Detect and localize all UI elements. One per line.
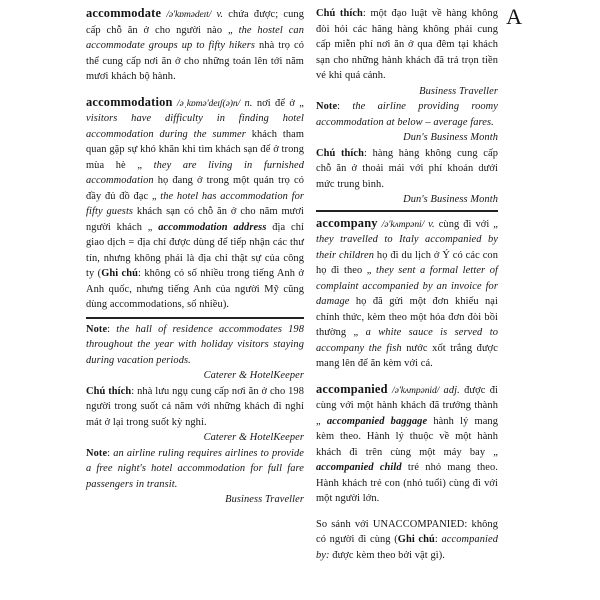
headword: accommodate (86, 6, 162, 20)
pronunciation: /ə'kʌmpəni/ (381, 218, 425, 230)
pronunciation: /əˌkɒmə'deɪʃ(ə)n/ (176, 97, 241, 109)
ghichu-label: Ghi chú (397, 534, 435, 545)
compound-definition: trẻ nhỏ mang theo. Hành khách trẻ con (nhỏ tuổi) cùng đi với một người lớn. (316, 462, 498, 504)
chuthich-block: Chú thích: một đạo luật về hàng không đòi hỏi các hãng hàng không phải cung cấp miễn phí nơi ăn ở qua đêm tại khách sạn cho những hành khách đã trả trọn tiền vé khi quá cảnh. (316, 8, 498, 81)
ghichu-label: Ghi chú (101, 268, 139, 279)
example: the hotel has accommodation for fifty guests (86, 190, 305, 217)
example: the hostel can accommodate groups up to fifty hikers (86, 24, 304, 51)
entry-accompany: accompany /ə'kʌmpəni/ v. cùng đi với „ they travelled to Italy accompanied by their children họ đi du lịch ở Ý có các con họ đi theo „ they sent a formal letter of complaint accompanied by an invoice for damage họ đã gửi một đơn khiếu nại chính thức, kèm theo một hóa đơn đòi bồi thường „ a white sauce is served to accompany the fish nước xốt trắng được mang lên để ăn kèm với cá. (316, 215, 499, 369)
note-block: Note: the airline providing roomy accommodation at below – average fares. (316, 101, 498, 128)
note-label: Note (86, 323, 108, 335)
source: Dun's Business Month (403, 194, 498, 205)
source: Caterer & HotelKeeper (203, 432, 304, 443)
example-translation: khách tham quan gặp sự khó khăn khi tìm khách sạn để ở trong mùa hè (86, 128, 305, 171)
right-column (316, 6, 498, 563)
compound-definition: địa chỉ giao dịch = địa chỉ được dùng để tiếp nhận các thư tín, nhưng không phải là địa chỉ thật sự của công ty (86, 221, 305, 279)
compare-text: So sánh với UNACCOMPANIED: không có người đi cùng (316, 518, 498, 545)
part-of-speech: v. (216, 9, 224, 20)
definition: cùng đi với (438, 218, 490, 230)
example: they travelled to Italy accompanied by their children (316, 234, 498, 261)
definition: được đi cùng với một hành khách đã trưởng thành (316, 384, 499, 411)
definition: chứa được; cung cấp chỗ ăn ở cho người nào (86, 9, 304, 36)
example-translation: họ đã gửi một đơn khiếu nại chính thức, kèm theo một hóa đơn đòi bồi thường (316, 296, 499, 338)
chuthich-text: một đạo luật về hàng không đòi hỏi các hãng hàng không phải cung cấp miễn phí nơi ăn ở qua đêm tại khách sạn cho những hành khách đã trả trọn tiền vé khi quá cảnh. (316, 8, 498, 81)
chuthich-text: nhà lưu ngụ cung cấp nơi ăn ở cho 198 người trong suốt cả năm với những khách đi nghỉ mát ở lại trong suốt kỳ nghỉ. (86, 385, 305, 428)
definition: nơi để ở (256, 97, 295, 109)
note-block: Note: the hall of residence accommodates 198 throughout the year with holiday visitors staying during vacation periods. (86, 323, 304, 366)
divider (316, 210, 498, 212)
example-translation: nước xốt trắng được mang lên để ăn kèm với cá. (316, 342, 498, 369)
note-text: the airline providing roomy accommodation at below – average fares. (316, 101, 498, 128)
chuthich-label: Chú thích (86, 385, 132, 397)
note-label: Note (316, 101, 338, 112)
compound-term: accompanied baggage (326, 415, 428, 427)
chuthich-block: Chú thích: hàng hàng không cung cấp chỗ ăn ở thoải mái với phí khoản dưới mức trung bình. (316, 147, 498, 190)
example-translation: họ đang ở trong một quán trọ có đầy đủ đồ đạc (86, 175, 304, 202)
example: they sent a formal letter of complaint accompanied by an invoice for damage (316, 265, 499, 307)
source: Business Traveller (419, 85, 498, 97)
example: a white sauce is served to accompany the fish (316, 327, 498, 354)
part-of-speech: adj. (443, 384, 460, 396)
section-letter: A (506, 4, 522, 29)
compound-term: accompanied child (316, 462, 402, 473)
entry-accommodation: accommodation /əˌkɒmə'deɪʃ(ə)n/ n. nơi để ở „ visitors have difficulty in finding hotel accommodation during the summer khách tham quan gặp sự khó khăn khi tìm khách sạn để ở trong mùa hè „ they are living in furnished accommodation họ đang ở trong một quán trọ có đầy đủ đồ đạc „ the hotel has accommodation for fifty guests khách sạn có chỗ ăn ở cho năm mươi người khách „ accommodation address địa chỉ giao dịch = địa chỉ được dùng để tiếp nhận các thư tín, nhưng không phải là địa chỉ thật sự của công ty (Ghi chú: không có số nhiều trong tiếng Anh ở Anh quốc, nhưng tiếng Anh của người Mỹ cũng dùng accommodations, số nhiều). (86, 94, 305, 310)
entry-accommodate: accommodate /ə'kɒmədeɪt/ v. chứa được; cung cấp chỗ ăn ở cho người nào „ the hostel can accommodate groups up to fifty hikers nhà trọ có thể cung cấp nơi ăn ở cho những toán lên tới năm mươi khách bộ hành. (86, 6, 304, 82)
left-column (86, 6, 304, 508)
headword: accompany (316, 215, 378, 230)
chuthich-label: Chú thích (316, 8, 363, 19)
headword: accompanied (316, 381, 388, 396)
headword: accommodation (86, 94, 173, 109)
note-text: an airline ruling requires airlines to provide a free night's hotel accommodation for full fare passengers in transit. (86, 447, 304, 490)
chuthich-label: Chú thích (316, 147, 364, 159)
ghichu-text: không có số nhiều trong tiếng Anh ở Anh quốc, nhưng tiếng Anh của người Mỹ cũng dùng accommodations, số nhiều (86, 268, 305, 310)
ghichu-text: được kèm theo bởi vật gì). (332, 549, 445, 561)
part-of-speech: v. (428, 218, 435, 230)
ghichu-example: accompanied by: (316, 534, 498, 561)
compound-term: accommodation address (158, 221, 267, 233)
chuthich-block: Chú thích: nhà lưu ngụ cung cấp nơi ăn ở cho 198 người trong suốt cả năm với những khách đi nghỉ mát ở lại trong suốt kỳ nghỉ. (86, 385, 305, 428)
example: visitors have difficulty in finding hotel accommodation during the summer (86, 113, 304, 140)
note-block: Note: an airline ruling requires airlines to provide a free night's hotel accommodation for full fare passengers in transit. (86, 447, 304, 490)
part-of-speech: n. (244, 97, 253, 109)
source: Business Traveller (225, 494, 304, 505)
pronunciation: /ə'kɒmədeɪt/ (166, 9, 212, 20)
divider (86, 317, 304, 319)
example-translation: nhà trọ có thể cung cấp nơi ăn ở cho những toán lên tới năm mươi khách bộ hành. (86, 40, 304, 82)
example: they are living in furnished accommodation (86, 159, 304, 186)
compare-block: So sánh với UNACCOMPANIED: không có người đi cùng (Ghi chú: accompanied by: được kèm theo bởi vật gì). (316, 518, 498, 561)
example-translation: họ đi du lịch ở Ý có các con họ đi theo (316, 249, 498, 276)
source: Caterer & HotelKeeper (203, 370, 304, 381)
source: Dun's Business Month (403, 132, 498, 143)
example-translation: khách sạn có chỗ ăn ở cho năm mươi người khách (86, 206, 304, 233)
pronunciation: /ə'kʌmpənid/ (392, 384, 440, 396)
entry-accompanied: accompanied /ə'kʌmpənid/ adj. được đi cùng với một hành khách đã trưởng thành „ accompanied baggage hành lý mang kèm theo. Hành lý thuộc về một hành khách đi trên cùng một máy bay „ accompanied child trẻ nhỏ mang theo. Hành khách trẻ con (nhỏ tuổi) cùng đi với một người lớn. (316, 381, 499, 504)
chuthich-text: hàng hàng không cung cấp chỗ ăn ở thoải mái với phí khoản dưới mức trung bình. (316, 147, 498, 190)
note-text: the hall of residence accommodates 198 throughout the year with holiday visitors staying during vacation periods. (86, 323, 304, 366)
note-label: Note (86, 447, 108, 459)
compound-definition: hành lý mang kèm theo. Hành lý thuộc về một hành khách đi trên cùng một máy bay (316, 415, 498, 458)
